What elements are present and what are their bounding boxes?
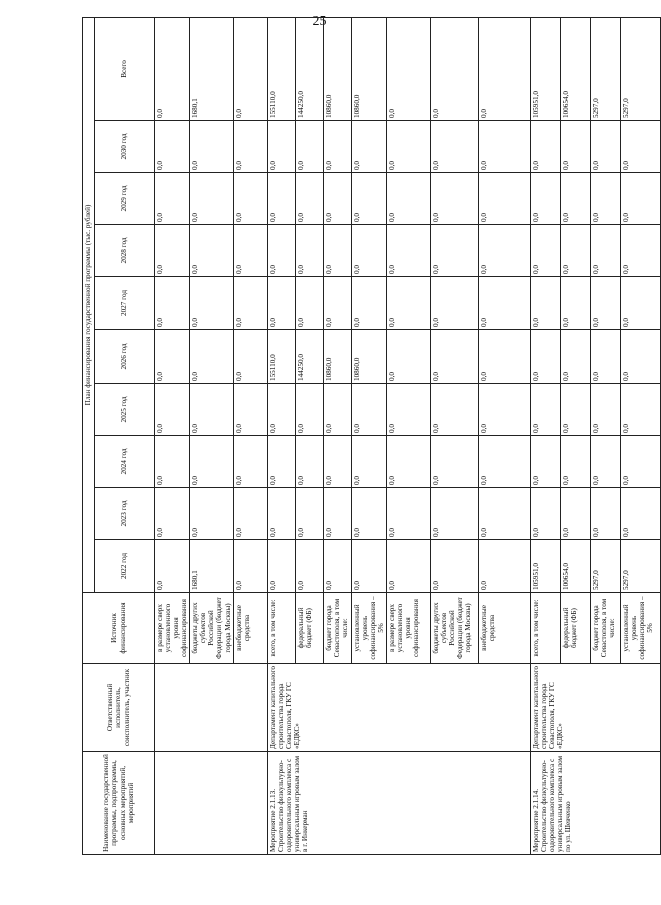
amount-cell: 5297,0 <box>620 540 660 593</box>
table-row <box>155 17 190 854</box>
amount-cell: 0,0 <box>620 173 660 225</box>
amount-cell: 0,0 <box>478 540 530 593</box>
amount-cell: 0,0 <box>478 436 530 488</box>
rotated-table-container <box>82 60 654 855</box>
funding-source-cell: федеральный бюджет (ФБ) <box>560 593 590 664</box>
header-responsible: Ответственный исполнитель, соисполнитель, участник <box>83 664 155 752</box>
amount-cell: 0,0 <box>530 330 560 384</box>
amount-cell: 105951,0 <box>530 540 560 593</box>
amount-cell: 0,0 <box>267 488 295 540</box>
funding-source-cell: всего, в том числе: <box>530 593 560 664</box>
amount-cell: 0,0 <box>430 436 478 488</box>
amount-cell: 0,0 <box>530 121 560 173</box>
amount-cell: 0,0 <box>560 488 590 540</box>
amount-cell: 0,0 <box>386 540 430 593</box>
amount-cell: 0,0 <box>190 436 233 488</box>
responsible-cell: Департамент капитального строительства города Севастополя, ГКУ ГС «ЕДКС» <box>530 664 660 752</box>
header-year: 2024 год <box>95 436 155 488</box>
amount-cell: 0,0 <box>430 173 478 225</box>
amount-cell: 0,0 <box>155 17 190 120</box>
funding-source-cell: федеральный бюджет (ФБ) <box>295 593 323 664</box>
funding-source-cell: бюджеты других субъектов Российской Федерации (бюджет города Москвы) <box>190 593 233 664</box>
amount-cell: 0,0 <box>155 225 190 277</box>
amount-cell: 0,0 <box>267 277 295 330</box>
header-year: 2025 год <box>95 384 155 436</box>
amount-cell: 0,0 <box>386 121 430 173</box>
amount-cell: 0,0 <box>620 277 660 330</box>
amount-cell: 0,0 <box>323 225 351 277</box>
amount-cell: 0,0 <box>295 488 323 540</box>
amount-cell: 0,0 <box>430 17 478 120</box>
amount-cell: 0,0 <box>478 121 530 173</box>
header-year: Всего <box>95 17 155 120</box>
responsible-cell: Департамент капитального строительства города Севастополя, ГКУ ГС «ЕДКС» <box>267 664 530 752</box>
header-year: 2026 год <box>95 330 155 384</box>
funding-source-cell: внебюджетные средства <box>233 593 267 664</box>
amount-cell: 10860,0 <box>323 330 351 384</box>
amount-cell: 0,0 <box>590 384 620 436</box>
amount-cell: 0,0 <box>478 384 530 436</box>
amount-cell: 0,0 <box>233 330 267 384</box>
amount-cell: 0,0 <box>233 173 267 225</box>
responsible-cell-continued <box>155 664 268 752</box>
funding-source-cell: в размере сверх установленного уровня софинансирования <box>386 593 430 664</box>
amount-cell: 0,0 <box>233 540 267 593</box>
amount-cell: 0,0 <box>155 330 190 384</box>
amount-cell: 0,0 <box>430 121 478 173</box>
amount-cell: 0,0 <box>590 225 620 277</box>
funding-source-cell: всего, в том числе: <box>267 593 295 664</box>
amount-cell: 0,0 <box>590 173 620 225</box>
page-number: 25 <box>312 14 327 29</box>
amount-cell: 0,0 <box>155 384 190 436</box>
financing-table <box>82 17 661 855</box>
amount-cell: 0,0 <box>295 277 323 330</box>
amount-cell: 0,0 <box>295 384 323 436</box>
amount-cell: 0,0 <box>530 173 560 225</box>
amount-cell: 0,0 <box>233 384 267 436</box>
amount-cell: 0,0 <box>351 436 386 488</box>
amount-cell: 0,0 <box>430 540 478 593</box>
amount-cell: 0,0 <box>267 121 295 173</box>
header-year: 2028 год <box>95 225 155 277</box>
amount-cell: 0,0 <box>560 173 590 225</box>
amount-cell: 0,0 <box>233 277 267 330</box>
amount-cell: 0,0 <box>530 384 560 436</box>
amount-cell: 0,0 <box>323 277 351 330</box>
amount-cell: 0,0 <box>560 225 590 277</box>
amount-cell: 0,0 <box>190 488 233 540</box>
amount-cell: 0,0 <box>560 277 590 330</box>
amount-cell: 0,0 <box>155 488 190 540</box>
funding-source-cell: в размере сверх установленного уровня софинансирования <box>155 593 190 664</box>
amount-cell: 155110,0 <box>267 330 295 384</box>
amount-cell: 0,0 <box>620 384 660 436</box>
amount-cell: 144250,0 <box>295 17 323 120</box>
amount-cell: 0,0 <box>530 277 560 330</box>
amount-cell: 0,0 <box>430 277 478 330</box>
funding-source-cell: внебюджетные средства <box>478 593 530 664</box>
amount-cell: 0,0 <box>478 277 530 330</box>
amount-cell: 0,0 <box>155 173 190 225</box>
amount-cell: 0,0 <box>190 384 233 436</box>
amount-cell: 0,0 <box>590 277 620 330</box>
amount-cell: 0,0 <box>386 384 430 436</box>
amount-cell: 0,0 <box>190 330 233 384</box>
amount-cell: 0,0 <box>267 173 295 225</box>
funding-source-cell: установленный уровень софинансирования – 5% <box>351 593 386 664</box>
amount-cell: 0,0 <box>478 488 530 540</box>
amount-cell: 0,0 <box>478 17 530 120</box>
amount-cell: 0,0 <box>530 488 560 540</box>
amount-cell: 0,0 <box>233 225 267 277</box>
amount-cell: 0,0 <box>560 436 590 488</box>
amount-cell: 0,0 <box>386 277 430 330</box>
amount-cell: 0,0 <box>386 330 430 384</box>
amount-cell: 0,0 <box>351 384 386 436</box>
amount-cell: 0,0 <box>351 173 386 225</box>
amount-cell: 0,0 <box>386 488 430 540</box>
activity-name-cell: Мероприятие 2.1.13. Строительство физкультурно-оздоровительного комплекса с универсальным игровым залом в г. Инкерман <box>267 752 530 855</box>
amount-cell: 0,0 <box>620 121 660 173</box>
amount-cell: 0,0 <box>478 173 530 225</box>
amount-cell: 0,0 <box>295 121 323 173</box>
amount-cell: 0,0 <box>351 121 386 173</box>
amount-cell: 0,0 <box>323 384 351 436</box>
amount-cell: 0,0 <box>295 225 323 277</box>
amount-cell: 0,0 <box>295 540 323 593</box>
header-year: 2029 год <box>95 173 155 225</box>
amount-cell: 0,0 <box>351 488 386 540</box>
amount-cell: 10860,0 <box>323 17 351 120</box>
amount-cell: 0,0 <box>267 225 295 277</box>
amount-cell: 0,0 <box>233 488 267 540</box>
header-plan: План финансирования государственной программы (тыс. рублей) <box>83 17 95 592</box>
amount-cell: 0,0 <box>295 173 323 225</box>
amount-cell: 0,0 <box>190 277 233 330</box>
amount-cell: 0,0 <box>267 384 295 436</box>
amount-cell: 0,0 <box>386 225 430 277</box>
amount-cell: 0,0 <box>233 121 267 173</box>
amount-cell: 100654,0 <box>560 17 590 120</box>
amount-cell: 0,0 <box>430 225 478 277</box>
amount-cell: 0,0 <box>478 225 530 277</box>
amount-cell: 0,0 <box>530 436 560 488</box>
amount-cell: 0,0 <box>590 330 620 384</box>
amount-cell: 0,0 <box>560 330 590 384</box>
amount-cell: 1680,1 <box>190 540 233 593</box>
amount-cell: 0,0 <box>267 436 295 488</box>
header-year: 2022 год <box>95 540 155 593</box>
amount-cell: 0,0 <box>590 121 620 173</box>
amount-cell: 0,0 <box>155 121 190 173</box>
amount-cell: 105951,0 <box>530 17 560 120</box>
amount-cell: 0,0 <box>478 330 530 384</box>
amount-cell: 0,0 <box>323 173 351 225</box>
amount-cell: 0,0 <box>233 17 267 120</box>
amount-cell: 0,0 <box>620 330 660 384</box>
amount-cell: 0,0 <box>155 436 190 488</box>
amount-cell: 0,0 <box>323 436 351 488</box>
amount-cell: 0,0 <box>190 225 233 277</box>
funding-source-cell: установленный уровень софинансирования – 5% <box>620 593 660 664</box>
amount-cell: 0,0 <box>620 488 660 540</box>
amount-cell: 0,0 <box>560 121 590 173</box>
amount-cell: 155110,0 <box>267 17 295 120</box>
header-year: 2023 год <box>95 488 155 540</box>
amount-cell: 5297,0 <box>620 17 660 120</box>
amount-cell: 144250,0 <box>295 330 323 384</box>
amount-cell: 0,0 <box>155 277 190 330</box>
amount-cell: 0,0 <box>267 540 295 593</box>
amount-cell: 0,0 <box>386 17 430 120</box>
amount-cell: 0,0 <box>351 540 386 593</box>
amount-cell: 0,0 <box>620 225 660 277</box>
header-year: 2027 год <box>95 277 155 330</box>
amount-cell: 0,0 <box>155 540 190 593</box>
amount-cell: 0,0 <box>323 540 351 593</box>
header-name: Наименование государственной программы, подпрограммы, основных мероприятий, мероприятий <box>83 752 155 855</box>
amount-cell: 0,0 <box>530 225 560 277</box>
amount-cell: 0,0 <box>386 436 430 488</box>
table-row <box>267 17 295 854</box>
amount-cell: 0,0 <box>190 173 233 225</box>
amount-cell: 0,0 <box>351 225 386 277</box>
amount-cell: 0,0 <box>233 436 267 488</box>
amount-cell: 0,0 <box>323 488 351 540</box>
amount-cell: 0,0 <box>386 173 430 225</box>
amount-cell: 0,0 <box>430 488 478 540</box>
amount-cell: 0,0 <box>430 384 478 436</box>
amount-cell: 0,0 <box>590 436 620 488</box>
amount-cell: 10860,0 <box>351 330 386 384</box>
amount-cell: 0,0 <box>620 436 660 488</box>
header-source: Источник финансирования <box>83 593 155 664</box>
activity-name-cell: Мероприятие 2.1.14. Строительство физкультурно-оздоровительного комплекса с универсальным игровым залом по ул. Шевченко <box>530 752 660 855</box>
funding-source-cell: бюджет города Севастополя, в том числе: <box>590 593 620 664</box>
amount-cell: 0,0 <box>430 330 478 384</box>
header-year: 2030 год <box>95 121 155 173</box>
amount-cell: 10860,0 <box>351 17 386 120</box>
amount-cell: 0,0 <box>590 488 620 540</box>
amount-cell: 100654,0 <box>560 540 590 593</box>
table-row <box>530 17 560 854</box>
amount-cell: 0,0 <box>323 121 351 173</box>
amount-cell: 5297,0 <box>590 17 620 120</box>
amount-cell: 0,0 <box>295 436 323 488</box>
amount-cell: 0,0 <box>351 277 386 330</box>
amount-cell: 0,0 <box>190 121 233 173</box>
amount-cell: 1680,1 <box>190 17 233 120</box>
amount-cell: 0,0 <box>560 384 590 436</box>
name-cell-continued <box>155 752 268 855</box>
amount-cell: 5297,0 <box>590 540 620 593</box>
funding-source-cell: бюджеты других субъектов Российской Федерации (бюджет города Москвы) <box>430 593 478 664</box>
funding-source-cell: бюджет города Севастополя, в том числе: <box>323 593 351 664</box>
